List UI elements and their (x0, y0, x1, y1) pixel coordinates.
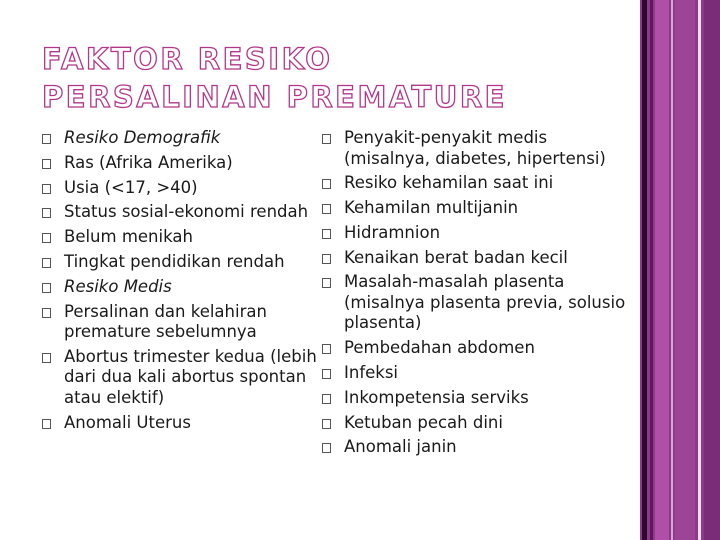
square-bullet-icon (322, 179, 331, 189)
square-bullet-icon (322, 419, 331, 429)
bullet-item (42, 347, 317, 409)
bullet-item (322, 173, 627, 194)
bullet-text: Kehamilan multijanin (344, 198, 519, 218)
stripe-light-1 (671, 0, 673, 540)
bullet-item (322, 272, 627, 334)
bullet-text: Hidramnion (344, 222, 441, 242)
bullet-text: Kenaikan berat badan kecil (344, 247, 568, 267)
square-bullet-icon (322, 134, 331, 144)
bullet-item (42, 302, 317, 343)
right-bullet-list (322, 128, 627, 462)
bullet-item (42, 202, 317, 223)
bullet-text: Status sosial-ekonomi rendah (64, 202, 309, 222)
bullet-item (322, 128, 627, 169)
bullet-text: Persalinan dan kelahiran premature sebelumnya (64, 301, 267, 342)
square-bullet-icon (42, 283, 51, 293)
square-bullet-icon (322, 443, 331, 453)
bullet-text: Anomali Uterus (64, 412, 191, 432)
bullet-item (322, 437, 627, 458)
square-bullet-icon (42, 233, 51, 243)
decorative-side-stripes (640, 0, 720, 540)
bullet-text: Masalah-masalah plasenta (misalnya plasenta previa, solusio plasenta) (344, 272, 626, 333)
square-bullet-icon (42, 353, 51, 363)
square-bullet-icon (322, 369, 331, 379)
bullet-item (322, 223, 627, 244)
bullet-text: Resiko Demografik (64, 128, 221, 147)
bullet-text: Ras (Afrika Amerika) (64, 152, 233, 172)
bullet-item (42, 277, 317, 298)
slide-title: FAKTOR RESIKO PERSALINAN PREMATURE (42, 42, 507, 114)
square-bullet-icon (322, 204, 331, 214)
square-bullet-icon (42, 134, 51, 144)
square-bullet-icon (322, 254, 331, 264)
left-bullet-list (42, 128, 317, 437)
bullet-item (42, 178, 317, 199)
square-bullet-icon (322, 394, 331, 404)
bullet-text: Pembedahan abdomen (344, 338, 535, 358)
bullet-item (42, 413, 317, 434)
stripe-light-2 (698, 0, 701, 540)
bullet-item (322, 388, 627, 409)
bullet-item (322, 413, 627, 434)
bullet-item (322, 363, 627, 384)
bullet-item (322, 338, 627, 359)
bullet-text: Penyakit-penyakit medis (misalnya, diabetes, hipertensi) (344, 128, 606, 168)
bullet-text: Anomali janin (344, 437, 457, 457)
square-bullet-icon (322, 344, 331, 354)
bullet-item (42, 128, 317, 149)
bullet-text: Resiko Medis (64, 276, 172, 296)
bullet-item (322, 198, 627, 219)
bullet-text: Usia (<17, >40) (64, 177, 198, 197)
stripe-dark-2 (650, 0, 653, 540)
square-bullet-icon (322, 229, 331, 239)
bullet-text: Tingkat pendidikan rendah (64, 251, 285, 271)
bullet-item (42, 227, 317, 248)
square-bullet-icon (42, 208, 51, 218)
stripe-dark-1 (642, 0, 647, 540)
square-bullet-icon (322, 278, 331, 288)
stripe-mid-2 (675, 0, 695, 540)
bullet-text: Inkompetensia serviks (344, 387, 529, 407)
bullet-text: Infeksi (344, 363, 399, 383)
stripe-edge (704, 0, 720, 540)
square-bullet-icon (42, 419, 51, 429)
square-bullet-icon (42, 184, 51, 194)
bullet-text: Resiko kehamilan saat ini (344, 173, 554, 193)
square-bullet-icon (42, 258, 51, 268)
bullet-text: Ketuban pecah dini (344, 412, 503, 432)
square-bullet-icon (42, 159, 51, 169)
stripe-mid (655, 0, 669, 540)
bullet-item (42, 252, 317, 273)
bullet-text: Belum menikah (64, 227, 193, 247)
square-bullet-icon (42, 308, 51, 318)
bullet-item (42, 153, 317, 174)
bullet-item (322, 248, 627, 269)
bullet-text: Abortus trimester kedua (lebih dari dua kali abortus spontan atau elektif) (64, 346, 317, 407)
